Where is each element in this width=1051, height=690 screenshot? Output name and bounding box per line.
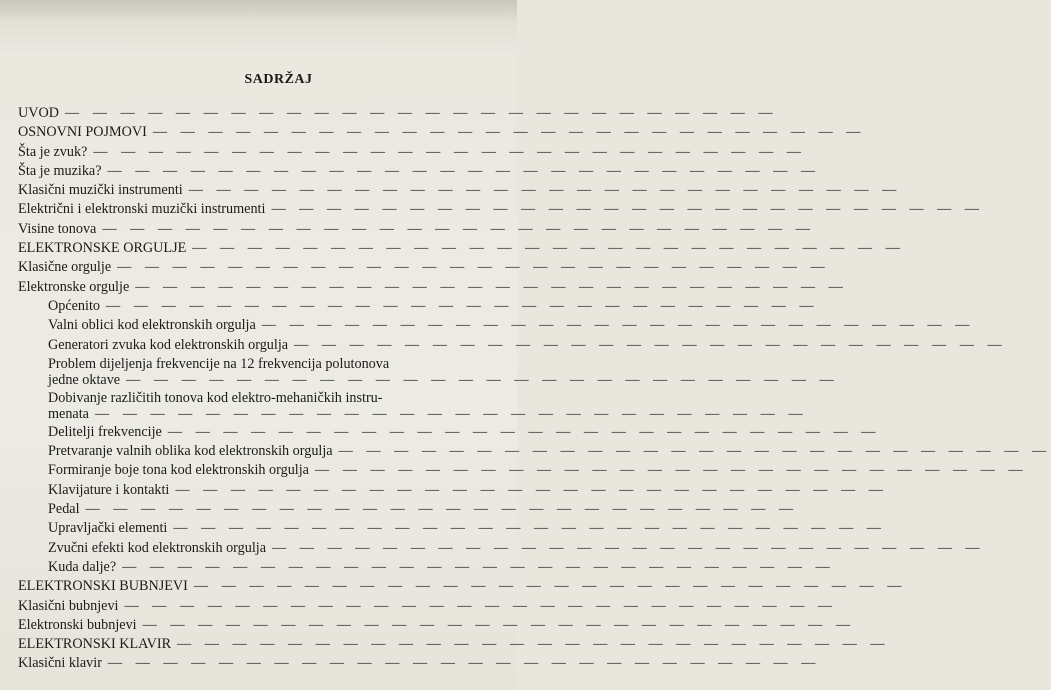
dash-leader: — — — — — — — — — — — — — — — — — — — — — — — — — — bbox=[124, 597, 838, 614]
toc-entry-klasicni-instrumenti bbox=[18, 181, 902, 200]
dash-leader: — — — — — — — — — — — — — — — — — — — — — — — — — — bbox=[135, 278, 848, 295]
toc-entry-label: Problem dijeljenja frekvencije na 12 frekvencija polutonova bbox=[48, 356, 390, 373]
toc-entry-label: Pretvaranje valnih oblika kod elektronskih orgulja bbox=[48, 443, 333, 460]
toc-entry-osnovni-pojmovi bbox=[18, 123, 866, 142]
toc-entry-label: Dobivanje različitih tonova kod elektro-mehaničkih instru- bbox=[48, 389, 383, 406]
toc-entry-label: Pedal bbox=[48, 501, 80, 518]
toc-subentry-formiranje bbox=[18, 461, 1028, 480]
toc-subentry-kuda-dalje bbox=[18, 558, 835, 577]
toc-entry-label: Formiranje boje tona kod elektronskih orgulja bbox=[48, 462, 309, 479]
toc-entry-label: Generatori zvuka kod elektronskih orgulja bbox=[48, 336, 289, 353]
toc-entry-label: Zvučni efekti kod elektronskih orgulja bbox=[48, 539, 267, 556]
dash-leader: — — — — — — — — — — — — — — — — — — — — — — — — — — bbox=[122, 558, 835, 575]
dash-leader: — — — — — — — — — — — — — — — — — — — — — — — — — — bbox=[188, 182, 902, 199]
toc-entry-klasicni-klavir bbox=[18, 654, 821, 673]
dash-leader: — — — — — — — — — — — — — — — — — — — — — — — — — — bbox=[272, 539, 985, 556]
dash-leader: — — — — — — — — — — — — — — — — — — — — — — — — — — bbox=[167, 423, 881, 440]
toc-entry-elektricni-instrumenti bbox=[18, 200, 984, 219]
toc-entry-elektronski-bubnjevi bbox=[18, 616, 856, 635]
toc-entry-label: ELEKTRONSKE ORGULJE bbox=[18, 240, 187, 257]
toc-entry-sta-je-muzika bbox=[18, 162, 821, 181]
toc-entry-label: Šta je muzika? bbox=[18, 162, 102, 179]
toc-subentry-klavijature bbox=[18, 481, 888, 500]
toc-entry-label: Upravljački elementi bbox=[48, 520, 168, 537]
toc-entry-label: Klasični muzički instrumenti bbox=[18, 182, 183, 199]
toc-entry-label: Klavijature i kontakti bbox=[48, 481, 170, 498]
toc-entry-label: Valni oblici kod elektronskih orgulja bbox=[48, 317, 256, 334]
toc-entry-label: Šta je zvuk? bbox=[18, 143, 88, 160]
dash-leader: — — — — — — — — — — — — — — — — — — — — — — — — — — bbox=[271, 201, 984, 218]
toc-subentry-pedal bbox=[18, 500, 799, 519]
toc-subentry-problem-dijeljenja bbox=[18, 356, 839, 389]
toc-subentry-upravljacki bbox=[18, 519, 886, 538]
toc-subentry-delitelji bbox=[18, 423, 881, 442]
toc-subentry-valni-oblici bbox=[18, 316, 975, 335]
dash-leader: — — — — — — — — — — — — — — — — — — — — — — — — — — bbox=[314, 462, 1028, 479]
toc-subentry-pretvaranje bbox=[18, 442, 1051, 461]
toc-entry-visine-tonova bbox=[18, 220, 815, 239]
dash-leader: — — — — — — — — — — — — — — — — — — — — — — — — — — bbox=[94, 405, 808, 422]
toc-entry-elektronske-orgulje bbox=[18, 278, 848, 297]
dash-leader: — — — — — — — — — — — — — — — — — — — — — — — — — — bbox=[117, 259, 830, 276]
toc-entry-label: Općenito bbox=[48, 297, 101, 314]
toc-subentry-generatori-zvuka bbox=[18, 336, 1007, 355]
toc-entry-label: Klasični klavir bbox=[18, 655, 102, 672]
dash-leader: — — — — — — — — — — — — — — — — — — — — — — — — — — bbox=[85, 501, 799, 518]
toc-entry-elektronski-bubnjevi-section bbox=[18, 577, 907, 596]
page-title: SADRŽAJ bbox=[244, 72, 313, 87]
toc-entry-elektronski-klavir-section bbox=[18, 635, 890, 654]
dash-leader: — — — — — — — — — — — — — — — — — — — — — — — — — — bbox=[64, 105, 778, 121]
toc-entry-elektronske-orgulje-section bbox=[18, 239, 905, 258]
toc-entry-label: ELEKTRONSKI KLAVIR bbox=[18, 636, 172, 653]
dash-leader: — — — — — — — — — — — — — — — — — — — — — — — — — — bbox=[175, 481, 888, 498]
toc-entry-label-continued: jedne oktave bbox=[48, 372, 121, 389]
toc-entry-label: Klasične orgulje bbox=[18, 259, 112, 276]
toc-entry-label: ELEKTRONSKI BUBNJEVI bbox=[18, 578, 188, 595]
toc-entry-label: Elektronski bubnjevi bbox=[18, 616, 137, 633]
dash-leader: — — — — — — — — — — — — — — — — — — — — — — — — — — bbox=[173, 520, 886, 537]
toc-entry-label: UVOD bbox=[18, 105, 59, 121]
dash-leader: — — — — — — — — — — — — — — — — — — — — — — — — — — bbox=[107, 162, 821, 179]
toc-entry-label-continued: menata bbox=[48, 405, 89, 422]
toc-subentry-opcenito bbox=[18, 297, 819, 316]
dash-leader: — — — — — — — — — — — — — — — — — — — — — — — — — — bbox=[93, 143, 806, 160]
table-of-contents bbox=[18, 104, 1051, 674]
toc-entry-label: Kuda dalje? bbox=[48, 558, 117, 575]
dash-leader: — — — — — — — — — — — — — — — — — — — — — — — — — — bbox=[106, 297, 819, 314]
toc-entry-label: Visine tonova bbox=[18, 220, 97, 237]
dash-leader: — — — — — — — — — — — — — — — — — — — — — — — — — — bbox=[126, 372, 839, 389]
dash-leader: — — — — — — — — — — — — — — — — — — — — — — — — — — bbox=[107, 655, 821, 672]
toc-entry-label: Delitelji frekvencije bbox=[48, 423, 162, 440]
toc-subentry-zvucni-efekti bbox=[18, 539, 985, 558]
dash-leader: — — — — — — — — — — — — — — — — — — — — — — — — — — bbox=[338, 443, 1051, 460]
toc-entry-uvod bbox=[18, 104, 778, 123]
toc-entry-label: Električni i elektronski muzički instrumenti bbox=[18, 201, 266, 218]
dash-leader: — — — — — — — — — — — — — — — — — — — — — — — — — — bbox=[192, 240, 905, 257]
toc-entry-sta-je-zvuk bbox=[18, 143, 806, 162]
dash-leader: — — — — — — — — — — — — — — — — — — — — — — — — — — bbox=[102, 220, 815, 237]
toc-entry-label: OSNOVNI POJMOVI bbox=[18, 124, 147, 141]
dash-leader: — — — — — — — — — — — — — — — — — — — — — — — — — — bbox=[142, 616, 856, 633]
page-top-shadow bbox=[0, 0, 517, 20]
dash-leader: — — — — — — — — — — — — — — — — — — — — — — — — — — bbox=[177, 636, 890, 653]
dash-leader: — — — — — — — — — — — — — — — — — — — — — — — — — — bbox=[294, 336, 1007, 353]
dash-leader: — — — — — — — — — — — — — — — — — — — — — — — — — — bbox=[152, 124, 866, 141]
toc-entry-label: Klasični bubnjevi bbox=[18, 597, 119, 614]
toc-subentry-dobivanje-tonova bbox=[18, 389, 808, 422]
toc-entry-klasicni-bubnjevi bbox=[18, 597, 838, 616]
dash-leader: — — — — — — — — — — — — — — — — — — — — — — — — — — bbox=[193, 578, 907, 595]
toc-entry-klasicne-orgulje bbox=[18, 258, 830, 277]
dash-leader: — — — — — — — — — — — — — — — — — — — — — — — — — — bbox=[261, 317, 975, 334]
toc-entry-label: Elektronske orgulje bbox=[18, 278, 130, 295]
